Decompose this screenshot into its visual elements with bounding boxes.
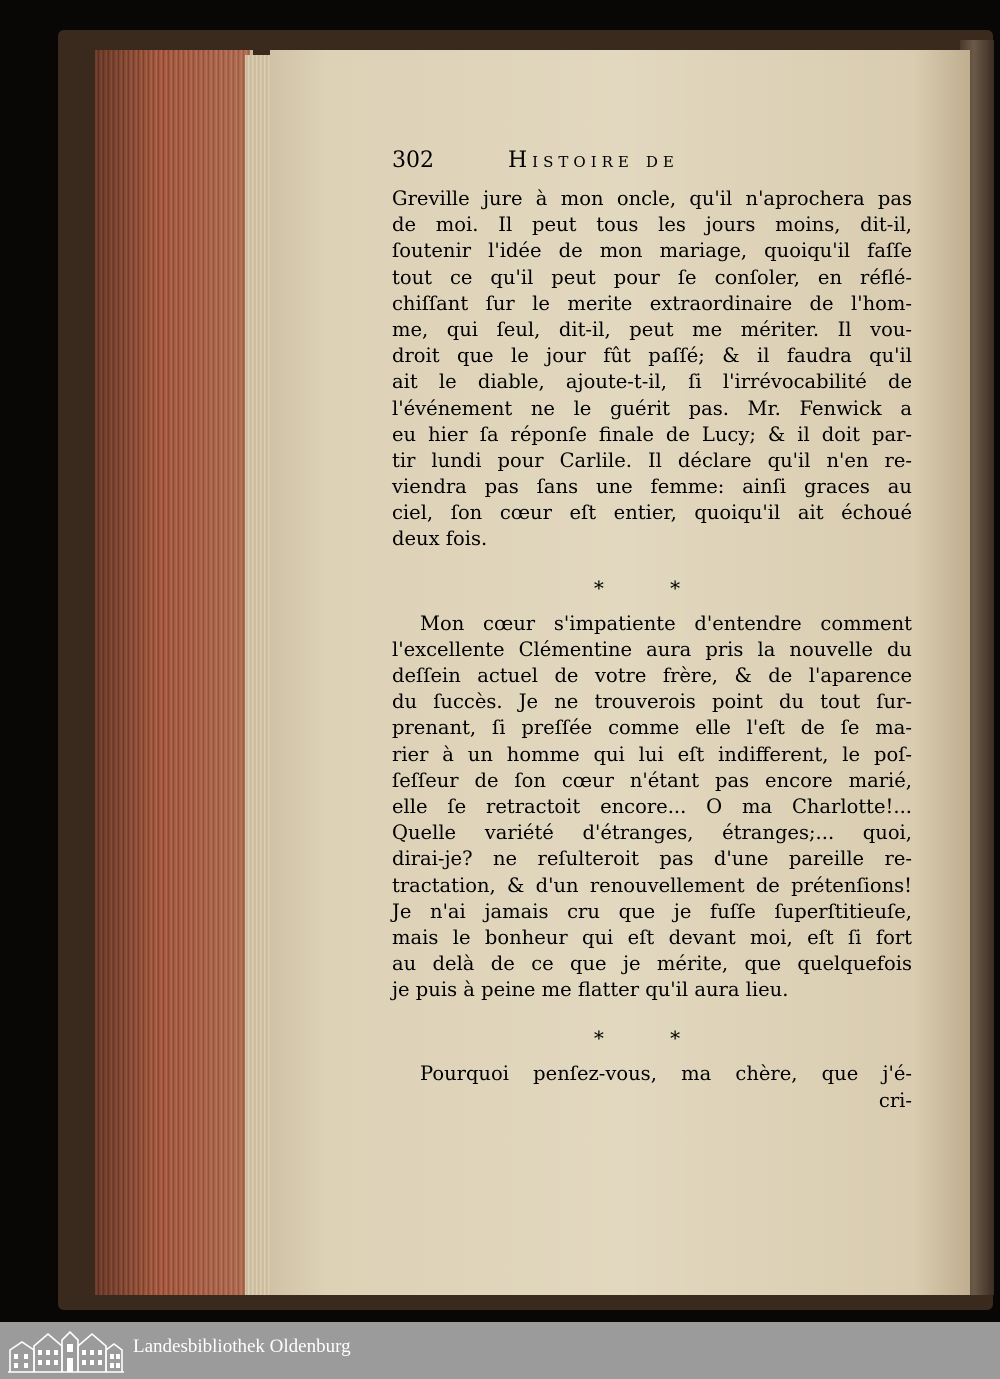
text-line: ait le diable, ajoute-t-il, ſi l'irrévocabilité de <box>392 370 912 394</box>
text-line: viendra pas ſans une femme: ainſi graces au <box>392 475 912 499</box>
page-edges-shade <box>95 50 250 1295</box>
text-line: tractation, & d'un renouvellement de prétenſions! <box>392 873 912 897</box>
text-line: tir lundi pour Carlile. Il déclare qu'il n'en re- <box>392 448 912 472</box>
page-number: 302 <box>392 148 434 173</box>
text-line: prenant, ſi preſſée comme elle l'eſt de ſe ma- <box>392 716 912 740</box>
running-title: Histoire de <box>508 148 679 173</box>
text-line: rier à un homme qui lui eſt indifferent, le poſ- <box>392 742 912 766</box>
text-line: l'événement ne le guérit pas. Mr. Fenwick a <box>392 396 912 420</box>
text-line: l'excellente Clémentine aura pris la nouvelle du <box>392 637 912 661</box>
text-line: Quelle variété d'étranges, étranges;... quoi, <box>392 821 912 845</box>
text-line: ciel, ſon cœur eſt entier, quoiqu'il ait échoué <box>392 501 912 525</box>
text-line: je puis à peine me flatter qu'il aura lieu. <box>392 978 789 1002</box>
text-line: deſſein actuel de votre frère, & de l'aparence <box>392 664 912 687</box>
page-body <box>392 186 912 1114</box>
text-line: Mon cœur s'impatiente d'entendre comment <box>420 611 912 635</box>
text-line: de moi. Il peut tous les jours moins, dit-il, <box>392 213 912 237</box>
text-line: chiſſant ſur le merite extraordinaire de l'hom- <box>392 291 912 315</box>
text-line: au delà de ce que je mérite, que quelquefois <box>392 952 912 976</box>
text-line: Je n'ai jamais cru que je fuſſe ſuperſtitieuſe, <box>392 899 912 923</box>
library-footer <box>0 1322 1000 1379</box>
text-line: Pourquoi penſez-vous, ma chère, que j'é- <box>420 1062 912 1086</box>
library-name: Landesbibliothek Oldenburg <box>133 1336 351 1357</box>
text-line: deux fois. <box>392 527 488 551</box>
text-line: mais le bonheur qui eſt devant moi, eſt ſi fort <box>392 925 912 949</box>
text-line: ſeſſeur de ſon cœur n'étant pas encore marié, <box>392 768 912 792</box>
text-line: tout ce qu'il peut pour ſe conſoler, en réflé- <box>392 265 912 289</box>
section-separator: ⁎ ⁎ <box>593 1020 711 1045</box>
catchword: cri- <box>878 1088 912 1112</box>
text-line: elle ſe retractoit encore... O ma Charlotte!... <box>392 794 912 818</box>
text-line: du ſuccès. Je ne trouverois point du tout ſur- <box>392 690 912 714</box>
library-building-icon <box>8 1328 124 1374</box>
text-line: droit que le jour fût paſſé; & il faudra qu'il <box>392 344 912 368</box>
text-line: eu hier ſa réponſe finale de Lucy; & il doit par- <box>392 422 912 446</box>
text-line: dirai-je? ne reſulteroit pas d'une pareille re- <box>392 847 912 871</box>
section-separator: ⁎ ⁎ <box>593 569 711 594</box>
text-line: Greville jure à mon oncle, qu'il n'aprochera pas <box>392 187 912 210</box>
text-line: ſoutenir l'idée de mon mariage, quoiqu'il faſſe <box>392 239 912 263</box>
text-line: me, qui ſeul, dit-il, peut me mériter. Il vou- <box>392 317 912 341</box>
